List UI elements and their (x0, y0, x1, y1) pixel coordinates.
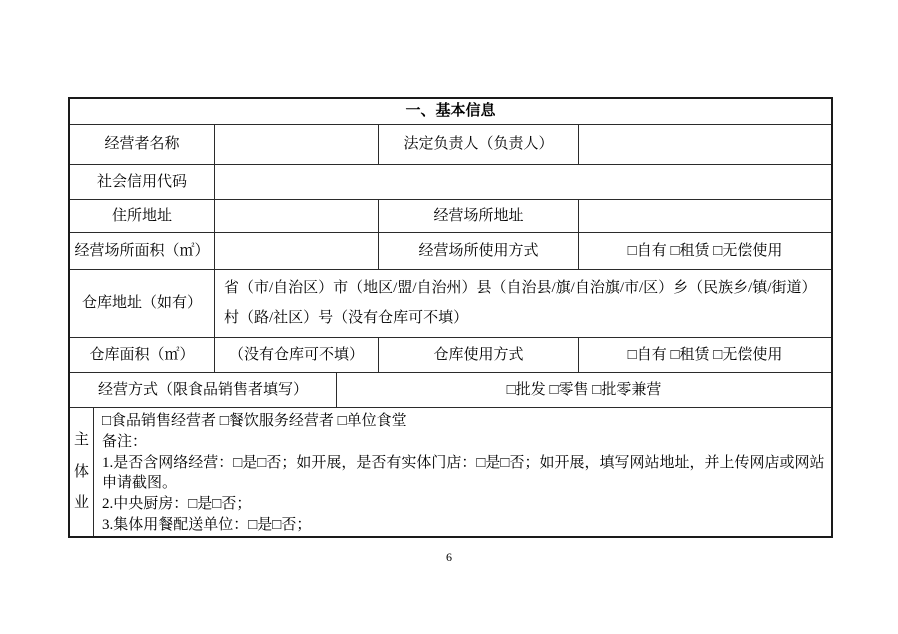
premises-address-value-cell (579, 200, 831, 232)
premises-area-label: 经营场所面积（㎡） (70, 233, 215, 269)
table-row (70, 270, 831, 338)
warehouse-address-line2: 村（路/社区）号（没有仓库可不填） (224, 310, 469, 326)
warehouse-address-label: 仓库地址（如有） (70, 270, 215, 337)
entity-remark-item: 3.集体用餐配送单位：□是□否； (102, 516, 312, 533)
entity-remark-label: 备注： (102, 433, 148, 450)
page-number: 6 (446, 550, 452, 564)
business-mode-checkbox-options: □批发 □零售 □批零兼营 (506, 381, 662, 398)
warehouse-address-value-cell (215, 270, 831, 337)
entity-type-label-char: 体 (73, 463, 89, 480)
warehouse-usage-checkbox-options: □自有 □租赁 □无偿使用 (627, 346, 783, 363)
entity-type-label-char: 业 (73, 495, 89, 512)
legal-representative-label: 法定负责人（负责人） (379, 125, 579, 164)
entity-remark-item: 2.中央厨房：□是□否； (102, 496, 252, 513)
table-row (70, 165, 831, 200)
entity-type-vertical-label (70, 408, 94, 536)
warehouse-area-label: 仓库面积（㎡） (70, 338, 215, 372)
section-header-row (70, 99, 831, 125)
premises-usage-checkbox-options: □自有 □租赁 □无偿使用 (627, 242, 783, 259)
warehouse-address-line1: 省（市/自治区）市（地区/盟/自治州）县（自治县/旗/自治旗/市/区）乡（民族乡/镇/街道） (224, 280, 817, 296)
premises-address-label: 经营场所地址 (379, 200, 579, 232)
social-credit-code-value-cell (215, 165, 831, 199)
table-row (70, 233, 831, 270)
table-row (70, 125, 831, 165)
table-row (70, 338, 831, 373)
warehouse-usage-label: 仓库使用方式 (379, 338, 579, 372)
premises-area-value-cell (215, 233, 379, 269)
table-row (70, 200, 831, 233)
residence-address-label: 住所地址 (70, 200, 215, 232)
section-title: 一、基本信息 (405, 103, 496, 120)
legal-representative-value-cell (579, 125, 831, 164)
entity-type-label-char: 主 (73, 431, 89, 448)
entity-type-content-cell (94, 408, 831, 536)
operator-name-value-cell (215, 125, 379, 164)
table-row (70, 373, 831, 408)
warehouse-area-note: （没有仓库可不填） (215, 338, 379, 372)
entity-remark-item: 1.是否含网络经营：□是□否；如开展，是否有实体门店：□是□否；如开展，填写网站地址，并上传网店或网站申请截图。 (102, 454, 825, 492)
premises-usage-label: 经营场所使用方式 (379, 233, 579, 269)
basic-info-form-table (68, 97, 833, 538)
operator-name-label: 经营者名称 (70, 125, 215, 164)
residence-address-value-cell (215, 200, 379, 232)
business-mode-label: 经营方式（限食品销售者填写） (70, 373, 337, 407)
table-row (70, 408, 831, 536)
social-credit-code-label: 社会信用代码 (70, 165, 215, 199)
entity-type-checkbox-options: □食品销售经营者 □餐饮服务经营者 □单位食堂 (102, 413, 407, 429)
